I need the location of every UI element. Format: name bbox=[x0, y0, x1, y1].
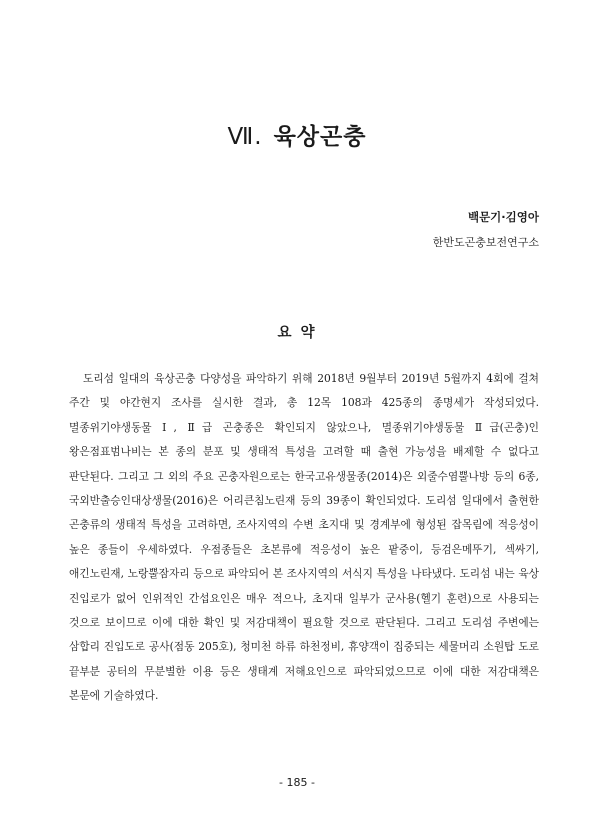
section-heading: 요 약 bbox=[277, 325, 317, 341]
chapter-number: Ⅶ. bbox=[227, 124, 263, 150]
authors: 백문기·김영아 bbox=[467, 210, 539, 224]
chapter-title bbox=[0, 118, 594, 151]
summary-paragraph: 도리섬 일대의 육상곤충 다양성을 파악하기 위해 2018년 9월부터 2019년 5월까지 4회에 걸쳐 주간 및 야간현지 조사를 실시한 결과, 총 12목 108과 425종의 종명세가 작성되었다. 멸종위기야생동물 Ⅰ, Ⅱ급 곤충종은 확인되지 않았으나, 멸종위기야생동물 Ⅱ급(곤충)인 왕은점표범나비는 본 종의 분포 및 생태적 특성을 고려할 때 출현 가능성을 배제할 수 없다고 판단된다. 그리고 그 외의 주요 곤충자원으로는 한국고유생물종(2014)은 외줄수염뿔나방 등의 6종, 국외반출승인대상생물(2016)은 어리큰침노린재 등의 39종이 확인되었다. 도리섬 일대에서 출현한 곤충류의 생태적 특성을 고려하면, 조사지역의 수변 초지대 및 경계부에 형성된 잡목림에 적응성이 높은 종들이 우세하였다. 우점종들은 초본류에 적응성이 높은 팥중이, 등검은메뚜기, 섹싸기, 애긴노린재, 노랑뿔잠자리 등으로 파악되어 본 조사지역의 서식지 특성을 나타냈다. 도리섬 내는 육상 진입로가 없어 인위적인 간섭요인은 매우 적으나, 초지대 일부가 군사용(헬기 훈련)으로 사용되는 것으로 보이므로 이에 대한 확인 및 저감대책이 필요할 것으로 판단된다. 그리고 도리섬 주변에는 삼합리 진입도로 공사(점동 205호), 청미천 하류 하천정비, 휴양객이 집중되는 세물머리 소원탑 도로 끝부분 공터의 무분별한 이용 등은 생태계 저해요인으로 파악되었으므로 이에 대한 저감대책은 본문에 기술하였다. bbox=[69, 372, 539, 703]
chapter-title-text: 육상곤충 bbox=[273, 124, 367, 150]
page-number: - 185 - bbox=[279, 776, 315, 789]
affiliation: 한반도곤충보전연구소 bbox=[432, 236, 539, 249]
